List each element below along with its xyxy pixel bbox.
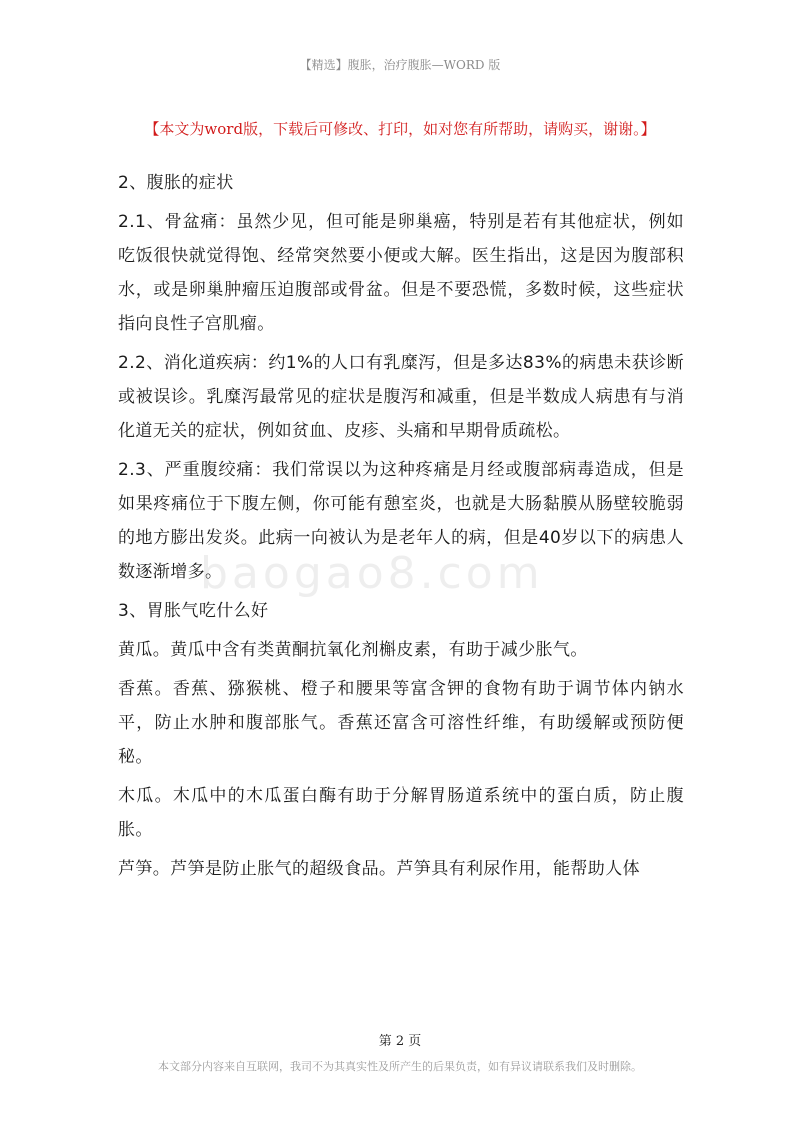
paragraph-cucumber: 黄瓜。黄瓜中含有类黄酮抗氧化剂槲皮素，有助于减少胀气。 [118,640,588,660]
document-header: 【精选】腹胀，治疗腹胀—WORD 版 [299,58,501,72]
section-heading-foods: 3、胃胀气吃什么好 [118,601,269,621]
paragraph-banana: 香蕉。香蕉、猕猴桃、橙子和腰果等富含钾的食物有助于调节体内钠水平，防止水肿和腹部胀气。香蕉还富含可溶性纤维，有助缓解或预防便秘。 [118,679,684,767]
document-body [118,166,684,891]
paragraph-digestive-disease: 2.2、消化道疾病：约1%的人口有乳糜泻，但是多达83%的病患未获诊断或被误诊。乳糜泻最常见的症状是腹泻和减重，但是半数成人病患有与消化道无关的症状，例如贫血、皮疹、头痛和早期骨质疏松。 [118,353,684,441]
section-heading-symptoms: 2、腹胀的症状 [118,173,234,193]
page-number: 第 2 页 [378,1034,422,1049]
footer-disclaimer: 本文部分内容来自互联网，我司不为其真实性及所产生的后果负责，如有异议请联系我们及时删除。 [158,1060,642,1073]
paragraph-pelvic-pain: 2.1、骨盆痛：虽然少见，但可能是卵巢癌，特别是若有其他症状，例如吃饭很快就觉得饱、经常突然要小便或大解。医生指出，这是因为腹部积水，或是卵巢肿瘤压迫腹部或骨盆。但是不要恐慌，多数时候，这些症状指向良性子宫肌瘤。 [118,212,684,334]
watermark: baogao8.com [200,548,544,599]
download-notice: 【本文为word版，下载后可修改、打印，如对您有所帮助，请购买，谢谢。】 [144,120,656,138]
paragraph-papaya: 木瓜。木瓜中的木瓜蛋白酶有助于分解胃肠道系统中的蛋白质，防止腹胀。 [118,786,684,840]
paragraph-abdominal-cramp: 2.3、严重腹绞痛：我们常误以为这种疼痛是月经或腹部病毒造成，但是如果疼痛位于下腹左侧，你可能有憩室炎，也就是大肠黏膜从肠壁较脆弱的地方膨出发炎。此病一向被认为是老年人的病，但是40岁以下的病患人数逐渐增多。 [118,460,684,582]
paragraph-asparagus: 芦笋。芦笋是防止胀气的超级食品。芦笋具有利尿作用，能帮助人体 [118,859,640,879]
